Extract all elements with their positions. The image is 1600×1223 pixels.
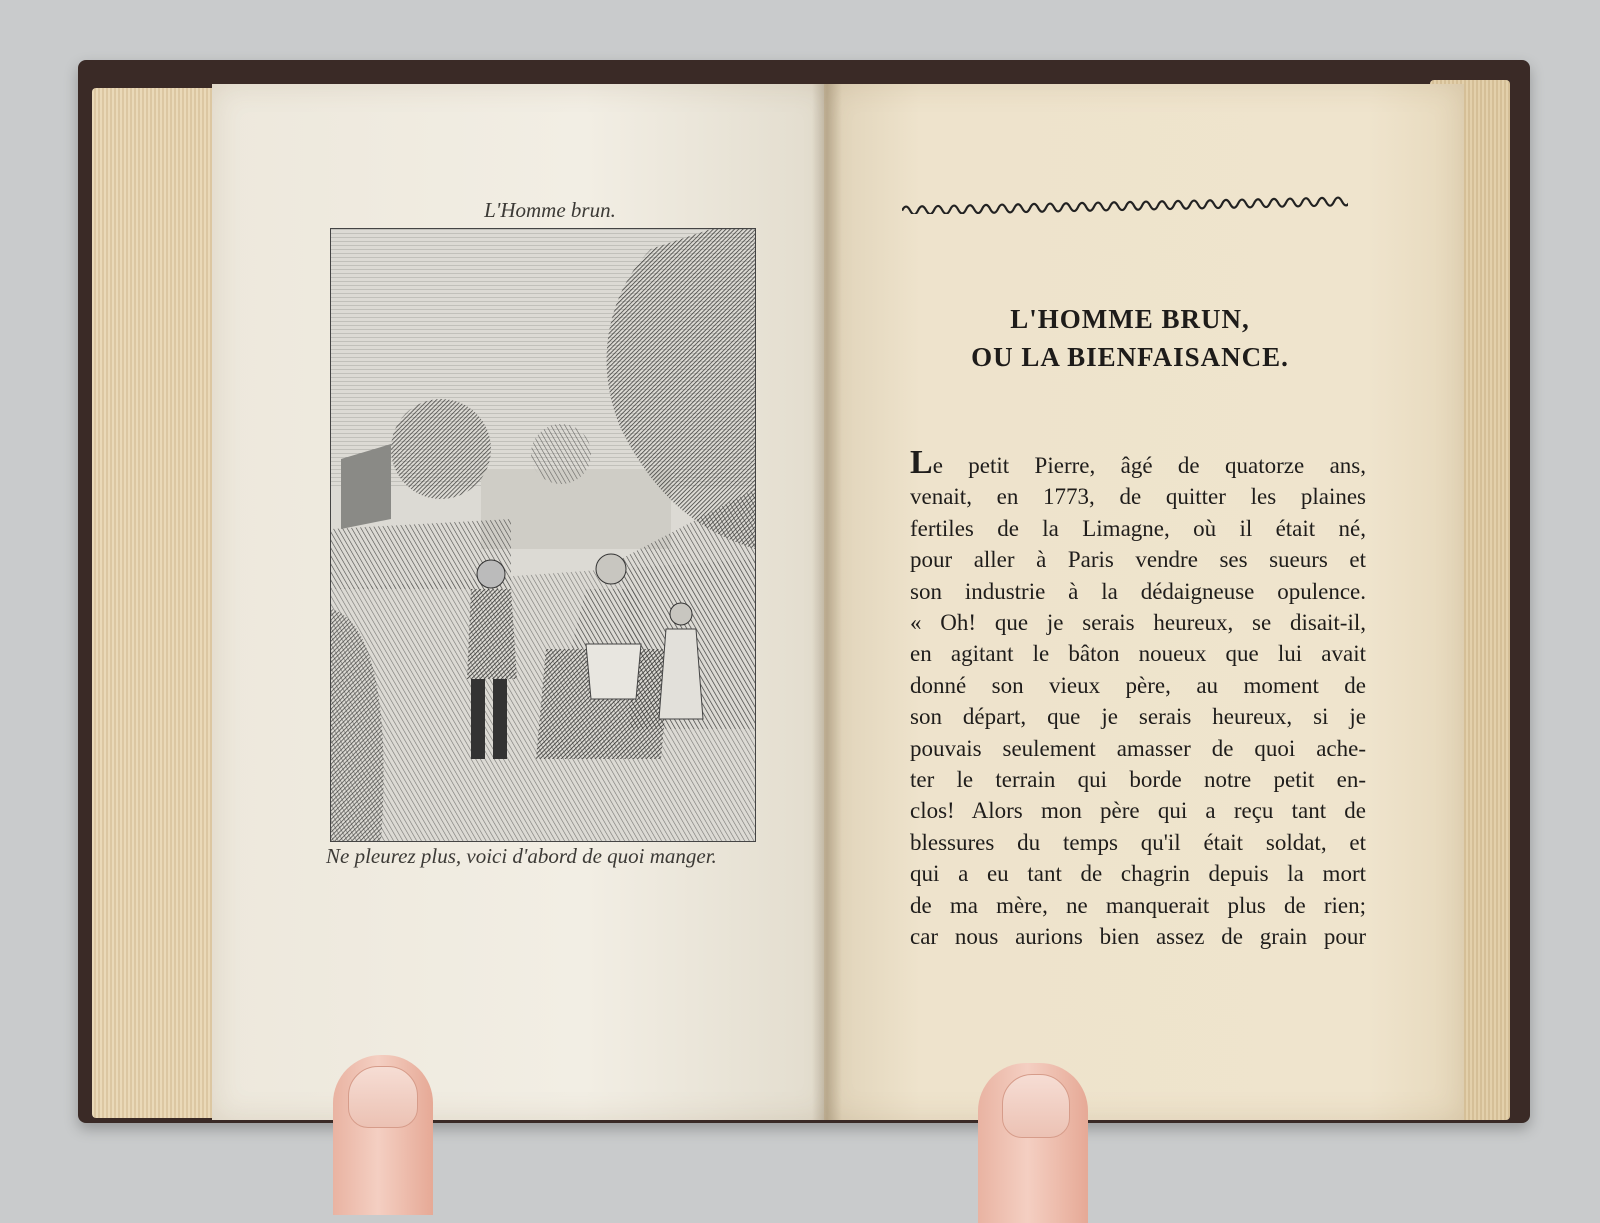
plate-caption: Ne pleurez plus, voici d'abord de quoi manger. [326,844,717,868]
body-text [910,444,1366,953]
body-line: « Oh! que je serais heureux, se disait-il, [910,610,1366,636]
body-line: ter le terrain qui borde notre petit en- [910,767,1366,793]
body-line-text: e petit Pierre, âgé de quatorze ans, [932,453,1366,478]
drop-cap: L [910,444,933,481]
body-line: son industrie à la dédaigneuse opulence. [910,578,1366,604]
body-line: de ma mère, ne manquerait plus de rien; [910,892,1366,918]
body-line: pouvais seulement amasser de quoi ache- [910,735,1366,761]
body-line: car nous aurions bien assez de grain pour [910,924,1366,950]
body-line: en agitant le bâton noueux que lui avait [910,641,1366,667]
body-line: clos! Alors mon père qui a reçu tant de [910,798,1366,824]
body-line [910,444,1366,481]
body-line: donné son vieux père, au moment de [910,672,1366,698]
body-line: pour aller à Paris vendre ses sueurs et [910,547,1366,573]
engraving-tree-left [391,399,491,499]
chapter-title [880,300,1380,376]
body-line: fertiles de la Limagne, où il était né, [910,515,1366,541]
engraving-house [341,444,391,529]
body-line: son départ, que je serais heureux, si je [910,704,1366,730]
body-line: blessures du temps qu'il était soldat, et [910,829,1366,855]
engraving-illustration [330,228,756,842]
chapter-title-line-2: OU LA BIENFAISANCE. [971,342,1289,372]
book-gutter [812,84,842,1120]
left-page-edges [92,88,232,1118]
plate-title: L'Homme brun. [484,198,616,222]
left-thumbnail [348,1066,418,1128]
chapter-title-line-1: L'HOMME BRUN, [1010,304,1250,334]
body-line: qui a eu tant de chagrin depuis la mort [910,861,1366,887]
decorative-rule [902,192,1348,214]
body-line: venait, en 1773, de quitter les plaines [910,484,1366,510]
right-thumbnail [1002,1074,1070,1138]
